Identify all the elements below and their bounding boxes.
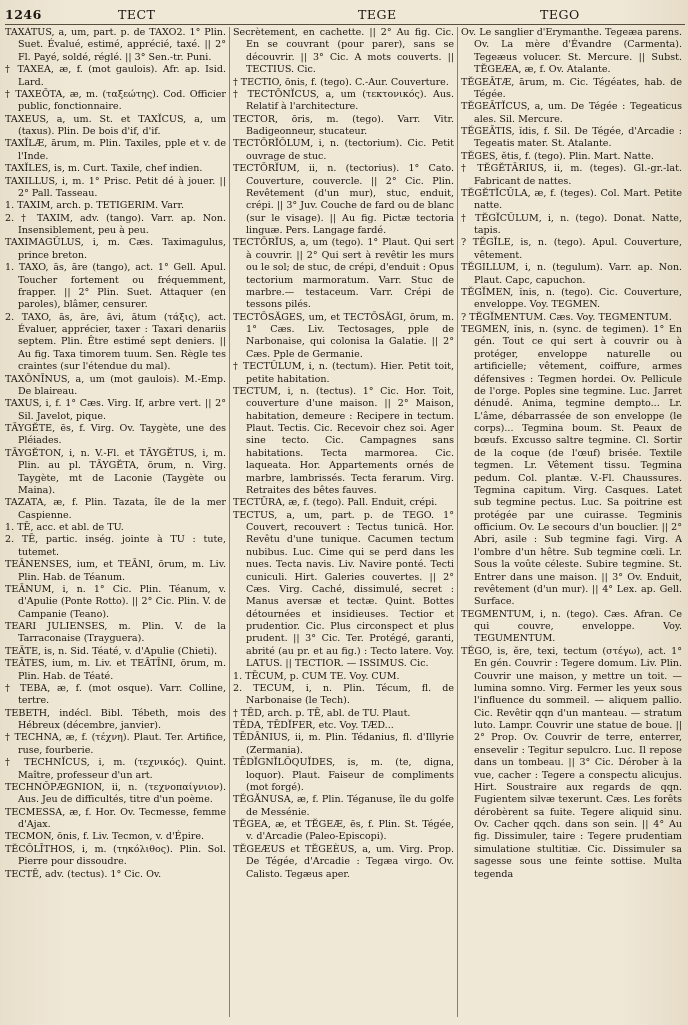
- dictionary-entry: † TECHNA, æ, f. (τέχνη). Plaut. Ter. Artifice, ruse, fourberie.: [5, 732, 226, 756]
- dictionary-entry: TECTŌRĬUM, ii, n. (tectorius). 1° Cato. Couverture, couvercle. || 2° Cic. Plin. Revêtement (d'un mur), stuc, enduit, crépi. || 3° Juv. Couche de fard ou de blanc (sur le visage). || Au fig. Pictæ tectoria linguæ. Pers. Langage fardé.: [233, 163, 454, 236]
- dictionary-entry: TEĀTES, ium, m. Liv. et TEĀTĪNI, ōrum, m. Plin. Hab. de Téaté.: [5, 658, 226, 682]
- dictionary-entry: TECTŪRA, æ, f. (tego). Pall. Enduit, crépi.: [233, 497, 438, 509]
- page-number: 1246: [5, 7, 42, 22]
- running-headword-right: TEGO: [540, 7, 580, 22]
- dictionary-entry: TĔGEĀTIS, ĭdis, f. Sil. De Tégée, d'Arcadie : Tegeatis mater. St. Atalante.: [461, 126, 682, 150]
- dictionary-entry: TĔGĬMEN, ĭnis, n. (tego). Cic. Couverture, enveloppe. Voy. TEGMEN.: [461, 286, 682, 311]
- dictionary-entry: ? TĔGĬMENTUM. Cæs. Voy. TEGMENTUM.: [461, 311, 672, 323]
- running-head: [0, 3, 688, 25]
- dictionary-entry: TEĀNUM, i, n. 1° Cic. Plin. Téanum, v. d'Apulie (Ponte Rotto). || 2° Cic. Plin. V. de Campanie (Teano).: [5, 583, 226, 620]
- dictionary-entry: TĔGEÆUS et TĔGEÈUS, a, um. Virg. Prop. De Tégée, d'Arcadie : Tegæa virgo. Ov. Calisto. Tegæus aper.: [233, 843, 454, 880]
- dictionary-entry: 1. TĒCUM, p. CUM TE. Voy. CUM.: [233, 670, 400, 682]
- dictionary-entry: TAXEUS, a, um. St. et TAXĬCUS, a, um (taxus). Plin. De bois d'if, d'if.: [5, 113, 226, 137]
- dictionary-entry: 2. † TAXIM, adv. (tango). Varr. ap. Non. Insensiblement, peu à peu.: [5, 212, 226, 236]
- dictionary-entry: TĀYGĔTON, i, n. V.-Fl. et TĀYGĔTUS, i, m. Plin. au pl. TĀYGĔTA, ōrum, n. Virg. Taygète, mt de Laconie (Taygète ou Maina).: [5, 447, 226, 496]
- dictionary-entry: TEGMENTUM, i, n. (tego). Cæs. Afran. Ce qui couvre, enveloppe. Voy. TEGUMENTUM.: [461, 608, 682, 645]
- dictionary-entry: 1. TAXO, ās, āre (tango), act. 1° Gell. Apul. Toucher fortement ou fréquemment, frapper. || 2° Plin. Suet. Attaquer (en paroles), blâmer, censurer.: [5, 262, 226, 311]
- dictionary-entry: TĔGĂNUSA, æ, f. Plin. Téganuse, île du golfe de Messénie.: [233, 794, 454, 818]
- dictionary-entry: Secrètement, en cachette. || 2° Au fig. Cic. En se couvrant (pour parer), sans se découvrir. || 3° Cic. A mots couverts. || TECTIUS. Cic.: [233, 27, 454, 76]
- header-rule: [5, 24, 685, 25]
- dictionary-entry: TEĀTE, is, n. Sid. Téaté, v. d'Apulie (Chieti).: [5, 645, 218, 657]
- dictionary-entry: † TĔGĔTĀRIUS, ii, m. (teges). Gl.-gr.-lat. Fabricant de nattes.: [461, 163, 682, 187]
- dictionary-entry: TECTUM, i, n. (tectus). 1° Cic. Hor. Toit, couverture d'une maison. || 2° Maison, habitation, demeure : Recipere in tectum. Plaut. Tectis. Cic. Recevoir chez soi. Ager sine tecto. Cic. Campagnes sans habitations. Tecta marmorea. Cic. laqueata. Hor. Appartements ornés de marbre, lambrissés. Tecta ferarum. Virg. Retraites des bêtes fauves.: [233, 385, 454, 496]
- dictionary-entry: TĔGĔTĬCŬLA, æ, f. (teges). Col. Mart. Petite natte.: [461, 187, 682, 212]
- dictionary-entry: TECTŌRĬUS, a, um (tego). 1° Plaut. Qui sert à couvrir. || 2° Qui sert à revêtir les murs ou le sol; de stuc, de crépi, d'enduit : Opus tectorium marmoratum. Varr. Stuc de marbre.— testaceum. Varr. Crépi de tessons pilés.: [233, 237, 454, 311]
- dictionary-entry: TĒDĀNIUS, ii, m. Plin. Tédanius, fl. d'Illyrie (Zermania).: [233, 732, 454, 756]
- dictionary-entry: 1. TĒ, acc. et abl. de TU.: [5, 522, 124, 533]
- dictionary-entry: ? TĔGĬLE, is, n. (tego). Apul. Couverture, vêtement.: [461, 237, 682, 261]
- dictionary-entry: TĔGEĀTÆ, ārum, m. Cic. Tégéates, hab. de Tégée.: [461, 76, 682, 100]
- dictionary-entry: † TECHNĬCUS, i, m. (τεχνικός). Quint. Maître, professeur d'un art.: [5, 757, 226, 781]
- dictionary-entry: † TĔGĬCŬLUM, i, n. (tego). Donat. Natte, tapis.: [461, 212, 682, 236]
- dictionary-entry: TECTĒ, adv. (tectus). 1° Cic. Ov.: [5, 868, 162, 880]
- dictionary-entry: † TĒD, arch. p. TĒ, abl. de TU. Plaut.: [233, 707, 411, 719]
- dictionary-entry: TAXILLUS, i, m. 1° Prisc. Petit dé à jouer. || 2° Pall. Tasseau.: [5, 175, 226, 199]
- dictionary-entry: 2. TECUM, i, n. Plin. Técum, fl. de Narbonaise (le Tech).: [233, 682, 454, 707]
- dictionary-entry: † TAXEA, æ, f. (mot gaulois). Afr. ap. Isid. Lard.: [5, 64, 226, 88]
- dictionary-entry: TAXŌNĪNUS, a, um (mot gaulois). M.-Emp. De blaireau.: [5, 373, 226, 397]
- dictionary-entry: † TEBA, æ, f. (mot osque). Varr. Colline, tertre.: [5, 682, 226, 707]
- dictionary-entry: TĒDĬGNĬLŎQUĬDES, is, m. (te, digna, loquor). Plaut. Faiseur de compliments (mot forgé).: [233, 757, 454, 793]
- dictionary-entry: TEGMEN, ĭnis, n. (sync. de tegimen). 1° En gén. Tout ce qui sert à couvrir ou à protéger, enveloppe naturelle ou artificielle; vêtement, coiffure, armes défensives : Tegmen hordei. Ov. Pellicule de l'orge. Poples sine tegmine. Luc. Jarret dénudé. Anima, tegmine dempto... Lr. L'âme, débarrassée de son enveloppe (le corps)... Tegmina boum. St. Peaux de bœufs. Excusso saltre tegmine. Cl. Sortir de la coque (de l'œuf) brisée. Textile tegmen. Lr. Vêtement tissu. Tegmina pedum. Col. plantæ. V.-Fl. Chaussures. Tegmina capitum. Virg. Casques. Latet sub tegmine pectus. Luc. Sa poitrine est protégée par une cuirasse. Tegminis officium. Ov. Le secours d'un bouclier. || 2° Abri, asile : Sub tegmine fagi. Virg. A l'ombre d'un hêtre. Sub tegmine cœli. Lr. Sous la voûte céleste. Subire tegmine. St. Entrer dans une maison. || 3° Ov. Enduit, revêtement (d'un mur). || 4° Lex. ap. Gell. Surface.: [461, 324, 682, 608]
- column-left: [5, 27, 226, 1019]
- dictionary-entry: TECTŌSĂGES, um, et TECTŌSĂGI, ōrum, m. 1° Cæs. Liv. Tectosages, pple de Narbonaise, qui colonisa la Galatie. || 2° Cæs. Pple de Germanie.: [233, 311, 454, 360]
- running-headword-middle: TEGE: [358, 7, 397, 22]
- dictionary-entry: † TECTIO, ōnis, f. (tego). C.-Aur. Couverture.: [233, 76, 449, 88]
- dictionary-entry: TĒDA, TĒDĬFER, etc. Voy. TÆD...: [233, 720, 394, 731]
- dictionary-entry: TĔGILLUM, i, n. (tegulum). Varr. ap. Non. Plaut. Capc, capuchon.: [461, 262, 682, 286]
- dictionary-entry: TAXĀTUS, a, um, part. p. de TAXO2. 1° Plin. Suet. Évalué, estimé, apprécié, taxé. || 2° Fl. Payé, soldé, réglé. || 3° Sen.-tr. Puni.: [5, 27, 226, 63]
- dictionary-entry: TĔGO, is, ĕre, texi, tectum (στέγω), act. 1° En gén. Couvrir : Tegere domum. Liv. Plin. Couvrir une maison, y mettre un toit. — lumina somno. Virg. Fermer les yeux sous l'influence du sommeil. — aliquem pallio. Cic. Revêtir qqn d'un manteau. — stratum luto. Lampr. Couvrir une statue de boue. || 2° Prop. Ov. Couvrir de terre, enterrer, ensevelir : Tegitur sepulcro. Luc. Il repose dans un tombeau. || 3° Cic. Dérober à la vue, cacher : Tegere a conspectu alicujus. Hirt. Soustraire aux regards de qqn. Fugientem silvæ texerunt. Cæs. Les forêts dérobèrent sa fuite. Tegere aliquid sinu. Ov. Cacher qqch. dans son sein. || 4° Au fig. Dissimuler, taire : Tegere prudentiam simulatione stultitiæ. Cic. Dissimuler sa sagesse sous une feinte sottise. Multa tegenda: [461, 645, 682, 880]
- dictionary-entry: TAXIMAGŬLUS, i, m. Cæs. Taximagulus, prince breton.: [5, 237, 226, 261]
- column-middle: [233, 27, 454, 1019]
- dictionary-entry: TECMON, ōnis, f. Liv. Tecmon, v. d'Épire.: [5, 831, 205, 843]
- dictionary-entry: † TECTŌNĬCUS, a, um (τεκτονικός). Aus. Relatif à l'architecture.: [233, 88, 454, 113]
- dictionary-entry: TECTUS, a, um, part. p. de TEGO. 1° Couvert, recouvert : Tectus tunicā. Hor. Revêtu d'une tunique. Cacumen tectum nubibus. Luc. Cime qui se perd dans les nues. Tecta navis. Liv. Navire ponté. Tecti cuniculi. Hirt. Galeries couvertes. || 2° Cæs. Virg. Caché, dissimulé, secret : Manus aversæ et tectæ. Quint. Bottes détournées et insidieuses. Tectior et prudentior. Cic. Plus circonspect et plus prudent. || 3° Cic. Ter. Protégé, garanti, abrité (au pr. et au fig.) : Tecto latere. Voy. LATUS. || TECTIOR. — ISSIMUS. Cic.: [233, 509, 454, 670]
- dictionary-entry: † TECTŬLUM, i, n. (tectum). Hier. Petit toit, petite habitation.: [233, 361, 454, 385]
- dictionary-entry: 1. TAXIM, arch. p. TETIGERIM. Varr.: [5, 200, 184, 212]
- dictionary-entry: TAZATA, æ, f. Plin. Tazata, île de la mer Caspienne.: [5, 497, 226, 521]
- dictionary-entry: TECHNŎPÆGNION, ii, n. (τεχνοπαίγνιον). Aus. Jeu de difficultés, titre d'un poème.: [5, 781, 226, 806]
- running-headword-left: TECT: [118, 7, 156, 22]
- dictionary-entry: TĔGEĀTĬCUS, a, um. De Tégée : Tegeaticus ales. Sil. Mercure.: [461, 101, 682, 125]
- dictionary-entry: TĔGES, ĕtis, f. (tego). Plin. Mart. Natte.: [461, 150, 654, 162]
- dictionary-entry: † TAXEŌTA, æ, m. (ταξεώτης). Cod. Officier public, fonctionnaire.: [5, 88, 226, 113]
- dictionary-entry: TĀYGĔTE, ēs, f. Virg. Ov. Taygète, une des Pléiades.: [5, 423, 226, 447]
- dictionary-entry: TAXĬLES, is, m. Curt. Taxile, chef indien.: [5, 163, 203, 175]
- dictionary-entry: 2. TAXO, ās, āre, āvi, ātum (τάξις), act. Évaluer, apprécier, taxer : Taxari denariis septem. Plin. Être estimé sept deniers. || Au fig. Taxa timorem tuum. Sen. Règle tes craintes (sur l'étendue du mal).: [5, 311, 226, 373]
- dictionary-entry: Ov. Le sanglier d'Erymanthe. Tegeæa parens. Ov. La mère d'Évandre (Carmenta). Tegeæus volucer. St. Mercure. || Subst. TĔGEÆA, æ, f. Ov. Atalante.: [461, 27, 682, 76]
- dictionary-entry: TECMESSA, æ, f. Hor. Ov. Tecmesse, femme d'Ajax.: [5, 806, 226, 830]
- dictionary-entry: TECTOR, ōris, m. (tego). Varr. Vitr. Badigeonneur, stucateur.: [233, 113, 454, 137]
- dictionary-entry: TEARI JULIENSES, m. Plin. V. de la Tarraconaise (Trayguera).: [5, 621, 226, 645]
- dictionary-entry: TAXĬLÆ, ārum, m. Plin. Taxiles, pple et v. de l'Inde.: [5, 138, 226, 162]
- column-right: [461, 27, 682, 1019]
- dictionary-entry: TEĀNENSES, ium, et TEĀNI, ōrum, m. Liv. Plin. Hab. de Téanum.: [5, 559, 226, 583]
- column-divider: [457, 27, 458, 1017]
- dictionary-entry: TEBETH, indécl. Bibl. Tébeth, mois des Hébreux (décembre, janvier).: [5, 707, 226, 731]
- dictionary-entry: TAXUS, i, f. 1° Cæs. Virg. If, arbre vert. || 2° Sil. Javelot, pique.: [5, 398, 226, 422]
- dictionary-entry: 2. TĒ, partic. inség. jointe à TU : tute, tutemet.: [5, 534, 226, 558]
- dictionary-entry: TĔCŎLĪTHOS, i, m. (τηκόλιθος). Plin. Sol. Pierre pour dissoudre.: [5, 843, 226, 868]
- column-divider: [229, 27, 230, 1017]
- dictionary-entry: TECTŌRĬŎLUM, i, n. (tectorium). Cic. Petit ouvrage de stuc.: [233, 138, 454, 162]
- dictionary-entry: TĔGEA, æ, et TĔGEÆ, ēs, f. Plin. St. Tégée, v. d'Arcadie (Paleo-Episcopi).: [233, 819, 454, 843]
